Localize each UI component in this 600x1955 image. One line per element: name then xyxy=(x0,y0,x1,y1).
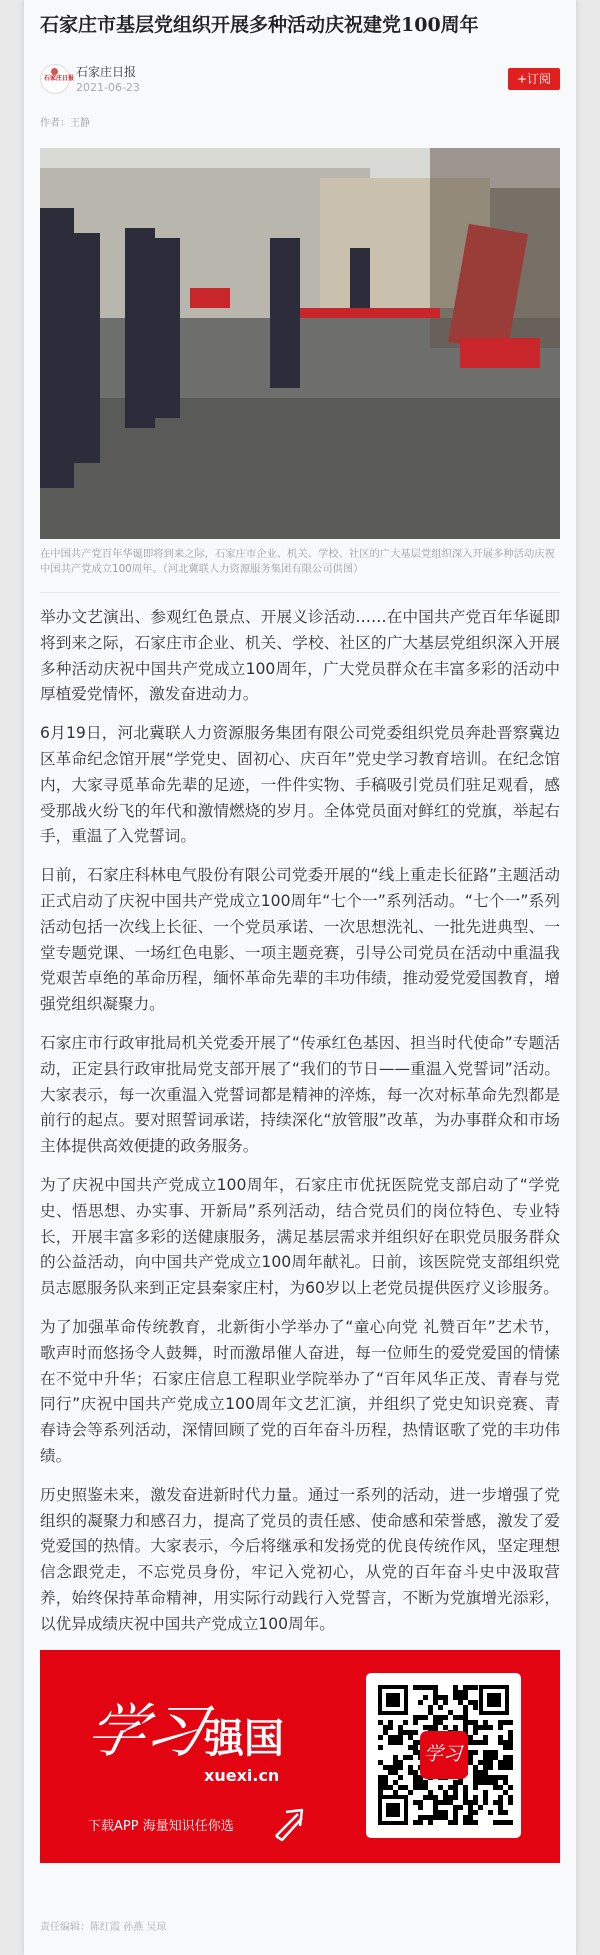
arrow-icon xyxy=(272,1806,308,1842)
qr-code[interactable] xyxy=(366,1673,521,1838)
article-column xyxy=(40,0,560,1955)
qr-center-logo: 学习 xyxy=(424,1743,463,1766)
avatar-logo-text: 石家庄日报 xyxy=(44,75,75,82)
source-avatar[interactable] xyxy=(40,64,75,94)
paragraph: 历史照鉴未来，激发奋进新时代力量。通过一系列的活动，进一步增强了党组织的凝聚力和感召力，提高了党员的责任感、使命感和荣誉感，激发了爱党爱国的热情。大家表示，今后将继承和发扬党的优良传统作风，坚定理想信念跟党走，不忘党员身份，牢记入党初心，从党的百年奋斗史中汲取营养，始终保持革命精神，用实际行动践行入党誓言，不断为党旗增光添彩，以优异成绩庆祝中国共产党成立100周年。 xyxy=(40,1485,560,1633)
article-title: 石家庄市基层党组织开展多种活动庆祝建党100周年 xyxy=(40,14,479,36)
paragraph: 6月19日，河北冀联人力资源服务集团有限公司党委组织党员奔赴晋察冀边区革命纪念馆开展“学党史、固初心、庆百年”党史学习教育培训。在纪念馆内，大家寻觅革命先辈的足迹，一件件实物、手稿吸引党员们驻足观看，感受那战火纷飞的年代和激情燃烧的岁月。全体党员面对鲜红的党旗，举起右手，重温了入党誓词。 xyxy=(40,724,560,846)
paragraph: 石家庄市行政审批局机关党委开展了“传承红色基因、担当时代使命”专题活动，正定县行政审批局党支部开展了“我们的节日——重温入党誓词”活动。大家表示，每一次重温入党誓词都是精神的淬炼，每一次对标革命先烈都是前行的起点。要对照誓词承诺，持续深化“放管服”改革，为办事群众和市场主体提供高效便捷的政务服务。 xyxy=(40,1033,560,1156)
author: 作者：王静 xyxy=(40,118,90,129)
paragraph: 日前，石家庄科林电气股份有限公司党委开展的“线上重走长征路”主题活动正式启动了庆祝中国共产党成立100周年“七个一”系列活动。“七个一”系列活动包括一次线上长征、一个党员承诺、一次思想洗礼、一批先进典型、一堂专题党课、一场红色电影、一项主题竞赛，引导公司党员在活动中重温我党艰苦卓绝的革命历程，缅怀革命先辈的丰功伟绩，推动爱党爱国教育，增强党组织凝聚力。 xyxy=(40,866,560,1014)
article-card xyxy=(24,0,576,1955)
responsible-editor: 责任编辑：陈红霞 孙燕 吴琼 xyxy=(40,1922,167,1934)
source-header xyxy=(40,64,560,94)
divider xyxy=(40,592,560,593)
source-name[interactable]: 石家庄日报 xyxy=(76,65,137,79)
xuexi-logo-script: 学习 xyxy=(80,1697,212,1766)
article-photo xyxy=(40,148,560,539)
publish-date: 2021-06-23 xyxy=(76,81,140,94)
paragraph: 举办文艺演出、参观红色景点、开展义诊活动……在中国共产党百年华诞即将到来之际，石家庄市企业、机关、学校、社区的广大基层党组织深入开展多种活动庆祝中国共产党成立100周年，广大党员群众在丰富多彩的活动中厚植爱党情怀，激发奋进动力。 xyxy=(40,608,560,704)
xuexi-logo-text: 强国 xyxy=(204,1716,284,1763)
paragraph: 为了加强革命传统教育，北新街小学举办了“童心向党 礼赞百年”艺术节，歌声时而悠扬令人鼓舞，时而激昂催人奋进，每一位师生的爱党爱国的情愫在不觉中升华；石家庄信息工程职业学院举办了“百年风华正茂、青春与党同行”庆祝中国共产党成立100周年文艺汇演，并组织了党史知识竞赛、青春诗会等系列活动，深情回顾了党的百年奋斗历程，热情讴歌了党的丰功伟绩。 xyxy=(40,1317,560,1465)
article-body xyxy=(40,605,560,1637)
logo-emblem-icon xyxy=(51,68,58,75)
subscribe-button[interactable]: +订阅 xyxy=(508,68,560,90)
paragraph: 为了庆祝中国共产党成立100周年，石家庄市优抚医院党支部启动了“学党史、悟思想、办实事、开新局”系列活动，结合党员们的岗位特色、专业特长，开展丰富多彩的送健康服务，满足基层需求并组织好在职党员服务群众的公益活动，向中国共产党成立100周年献礼。日前，该医院党支部组织党员志愿服务队来到正定县秦家庄村，为60岁以上老党员提供医疗义诊服务。 xyxy=(40,1175,560,1298)
banner-slogan: 下载APP 海量知识任你选 xyxy=(88,1819,234,1835)
xuexi-domain: xuexi.cn xyxy=(204,1766,280,1786)
xuexi-banner[interactable] xyxy=(40,1650,560,1863)
image-caption: 在中国共产党百年华诞即将到来之际，石家庄市企业、机关、学校、社区的广大基层党组织深入开展多种活动庆祝中国共产党成立100周年。（河北冀联人力资源服务集团有限公司供图） xyxy=(40,548,555,575)
